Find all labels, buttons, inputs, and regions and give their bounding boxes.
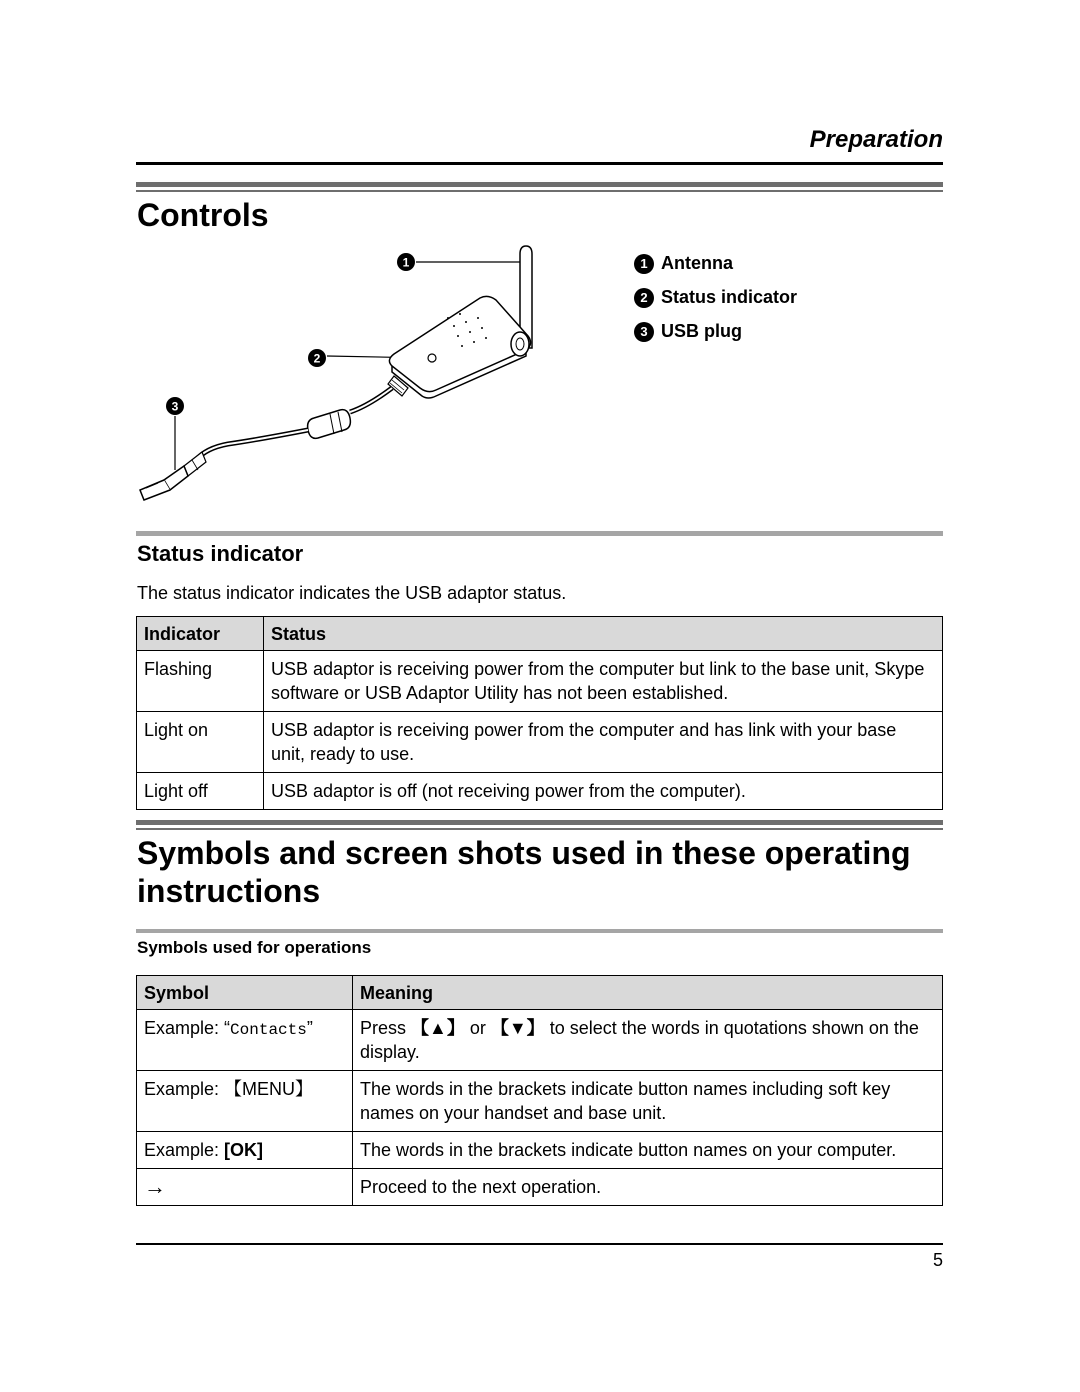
arrow-icon: → xyxy=(137,1169,353,1206)
section-divider-thin xyxy=(136,190,943,192)
meaning-text: Press xyxy=(360,1018,412,1038)
column-header-indicator: Indicator xyxy=(137,617,264,651)
down-key-icon: 【▼】 xyxy=(490,1018,545,1038)
usb-adaptor-illustration xyxy=(136,238,556,508)
symbol-cell xyxy=(137,1132,353,1169)
number-3-icon: 3 xyxy=(634,322,654,342)
svg-text:2: 2 xyxy=(313,351,321,366)
page-number: 5 xyxy=(932,1250,943,1270)
footer-rule xyxy=(136,1243,943,1245)
header-rule xyxy=(136,162,943,165)
symbols-title: Symbols and screen shots used in these operating instructions xyxy=(137,835,911,909)
display-text-example: Contacts xyxy=(230,1021,307,1039)
section-divider xyxy=(136,182,943,187)
meaning-text: to select the words in quotations shown on the display. xyxy=(360,1018,919,1062)
legend-label: Antenna xyxy=(661,253,733,273)
subsection-divider xyxy=(136,531,943,536)
legend-item-status-indicator xyxy=(634,287,797,308)
section-label: Preparation xyxy=(809,126,943,153)
number-1-icon: 1 xyxy=(634,254,654,274)
table-row xyxy=(137,1010,943,1071)
column-header-meaning: Meaning xyxy=(353,976,943,1010)
legend-item-antenna xyxy=(634,253,733,274)
table-row xyxy=(137,773,943,810)
symbols-table xyxy=(136,975,943,1206)
callout-1-marker xyxy=(397,253,520,271)
status-cell: USB adaptor is off (not receiving power from the computer). xyxy=(264,773,943,810)
status-indicator-title: Status indicator xyxy=(137,541,304,566)
computer-button-example: [OK] xyxy=(224,1140,264,1160)
controls-title: Controls xyxy=(137,197,269,233)
section-divider-thin xyxy=(136,828,943,830)
status-cell: USB adaptor is receiving power from the computer and has link with your base unit, ready to use. xyxy=(264,712,943,773)
symbols-subtitle: Symbols used for operations xyxy=(137,938,372,957)
symbol-cell xyxy=(137,1010,353,1071)
symbol-prefix: Example: “ xyxy=(144,1018,231,1038)
symbol-cell: Example: 【MENU】 xyxy=(137,1071,353,1132)
symbol-prefix: Example: xyxy=(144,1140,225,1160)
meaning-cell: The words in the brackets indicate button names including soft key names on your handset and base unit. xyxy=(353,1071,943,1132)
table-row xyxy=(137,712,943,773)
table-row xyxy=(137,1169,943,1206)
table-header-row xyxy=(137,976,943,1010)
section-divider xyxy=(136,820,943,825)
table-row xyxy=(137,1071,943,1132)
meaning-text: or xyxy=(464,1018,491,1038)
table-row xyxy=(137,651,943,712)
status-intro: The status indicator indicates the USB adaptor status. xyxy=(137,583,567,603)
column-header-symbol: Symbol xyxy=(137,976,353,1010)
meaning-cell: Proceed to the next operation. xyxy=(353,1169,943,1206)
svg-text:3: 3 xyxy=(171,399,179,414)
indicator-cell: Light on xyxy=(137,712,264,773)
legend-label: USB plug xyxy=(661,321,742,341)
status-cell: USB adaptor is receiving power from the computer but link to the base unit, Skype software or USB Adaptor Utility has not been established. xyxy=(264,651,943,712)
up-key-icon: 【▲】 xyxy=(411,1018,465,1038)
legend-item-usb-plug xyxy=(634,321,742,342)
subsection-divider xyxy=(136,929,943,933)
status-table xyxy=(136,616,943,810)
number-2-icon: 2 xyxy=(634,288,654,308)
column-header-status: Status xyxy=(264,617,943,651)
table-header-row xyxy=(137,617,943,651)
svg-text:1: 1 xyxy=(402,255,410,270)
meaning-cell: The words in the brackets indicate button names on your computer. xyxy=(353,1132,943,1169)
legend-label: Status indicator xyxy=(661,287,798,307)
meaning-cell xyxy=(353,1010,943,1071)
callout-3-marker xyxy=(166,397,184,470)
symbol-suffix: ” xyxy=(306,1018,313,1038)
indicator-cell: Light off xyxy=(137,773,264,810)
table-row xyxy=(137,1132,943,1169)
indicator-cell: Flashing xyxy=(137,651,264,712)
